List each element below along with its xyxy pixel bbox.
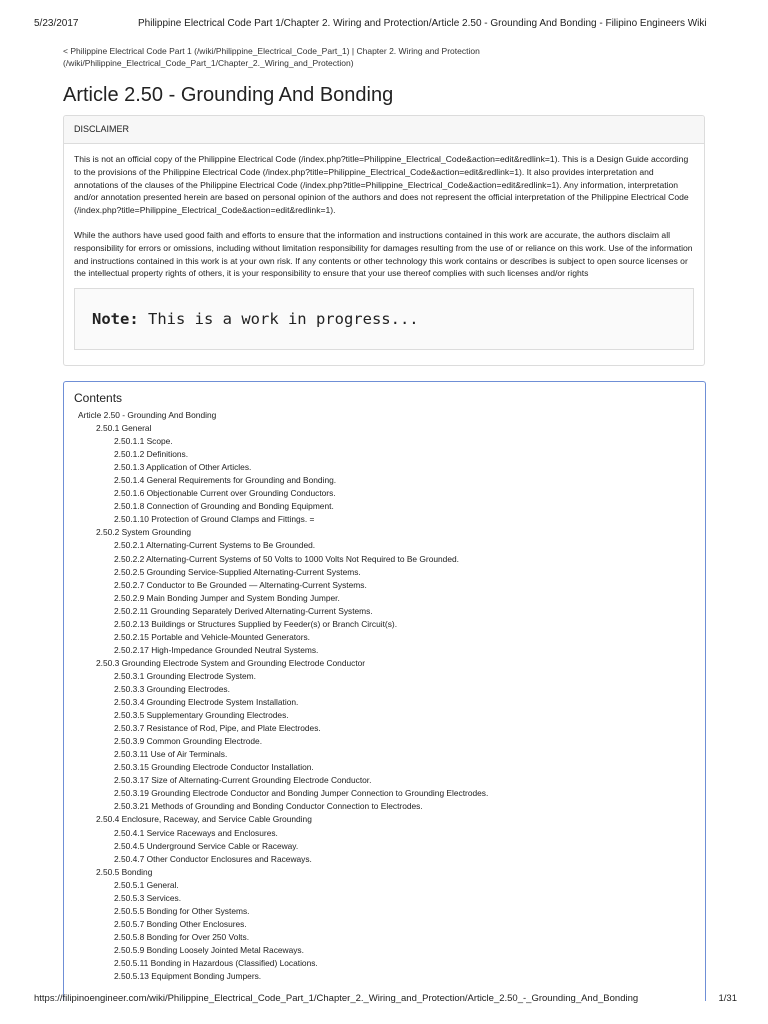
- toc-item[interactable]: 2.50.2.9 Main Bonding Jumper and System Bonding Jumper.: [114, 592, 340, 603]
- toc-item[interactable]: 2.50.2.7 Conductor to Be Grounded — Alternating-Current Systems.: [114, 579, 367, 590]
- toc-item[interactable]: 2.50.2.11 Grounding Separately Derived Alternating-Current Systems.: [114, 605, 373, 616]
- toc-item[interactable]: 2.50.1.3 Application of Other Articles.: [114, 462, 252, 473]
- toc-item[interactable]: 2.50.2.15 Portable and Vehicle-Mounted Generators.: [114, 631, 311, 642]
- toc-list: [64, 409, 704, 983]
- toc-item[interactable]: 2.50.4.1 Service Raceways and Enclosures.: [114, 827, 278, 838]
- toc-item[interactable]: 2.50.1.6 Objectionable Current over Grounding Conductors.: [114, 488, 336, 499]
- disclaimer-body: [64, 144, 704, 280]
- toc-item[interactable]: 2.50.2.17 High-Impedance Grounded Neutral Systems.: [114, 644, 319, 655]
- toc-title: Contents: [74, 391, 123, 405]
- breadcrumb-line-1[interactable]: < Philippine Electrical Code Part 1 (/wiki/Philippine_Electrical_Code_Part_1) | Chapter 2. Wiring and Protection: [63, 46, 480, 56]
- toc-item[interactable]: 2.50.5.8 Bonding for Over 250 Volts.: [114, 931, 250, 942]
- note-label: Note:: [92, 310, 139, 328]
- toc-item[interactable]: 2.50.2.2 Alternating-Current Systems of 50 Volts to 1000 Volts Not Required to Be Grounded.: [114, 553, 459, 564]
- toc-item[interactable]: 2.50.5.11 Bonding in Hazardous (Classified) Locations.: [114, 957, 318, 968]
- toc-item[interactable]: 2.50.4.7 Other Conductor Enclosures and Raceways.: [114, 853, 312, 864]
- toc-item[interactable]: 2.50.4 Enclosure, Raceway, and Service Cable Grounding: [96, 814, 312, 825]
- toc-item[interactable]: 2.50.5.3 Services.: [114, 892, 182, 903]
- print-header: [0, 18, 768, 32]
- disclaimer-panel: [63, 115, 705, 366]
- note-box: [74, 288, 694, 350]
- table-of-contents: [63, 381, 706, 1001]
- toc-item[interactable]: 2.50.3.1 Grounding Electrode System.: [114, 670, 256, 681]
- toc-item[interactable]: 2.50.3.19 Grounding Electrode Conductor and Bonding Jumper Connection to Grounding Electrodes.: [114, 788, 489, 799]
- toc-item[interactable]: 2.50.3.17 Size of Alternating-Current Grounding Electrode Conductor.: [114, 775, 372, 786]
- toc-item[interactable]: 2.50.3.11 Use of Air Terminals.: [114, 749, 228, 760]
- toc-item[interactable]: 2.50.1.1 Scope.: [114, 436, 173, 447]
- breadcrumb[interactable]: [63, 45, 723, 69]
- note-text: This is a work in progress...: [138, 310, 419, 328]
- toc-item[interactable]: 2.50.5.9 Bonding Loosely Jointed Metal Raceways.: [114, 944, 304, 955]
- print-footer: [0, 993, 768, 1007]
- print-page-title: Philippine Electrical Code Part 1/Chapter 2. Wiring and Protection/Article 2.50 - Grounding And Bonding - Filipino Engineers Wiki: [138, 18, 707, 29]
- toc-item[interactable]: 2.50.1.8 Connection of Grounding and Bonding Equipment.: [114, 501, 334, 512]
- toc-item[interactable]: 2.50.1.10 Protection of Ground Clamps and Fittings. =: [114, 514, 315, 525]
- toc-item[interactable]: 2.50.2 System Grounding: [96, 527, 191, 538]
- toc-item[interactable]: 2.50.5 Bonding: [96, 866, 153, 877]
- toc-item[interactable]: 2.50.2.13 Buildings or Structures Supplied by Feeder(s) or Branch Circuit(s).: [114, 618, 398, 629]
- toc-item[interactable]: 2.50.3 Grounding Electrode System and Grounding Electrode Conductor: [96, 657, 366, 668]
- page-number: 1/31: [718, 993, 737, 1004]
- toc-item[interactable]: 2.50.5.5 Bonding for Other Systems.: [114, 905, 250, 916]
- toc-item[interactable]: 2.50.3.7 Resistance of Rod, Pipe, and Plate Electrodes.: [114, 723, 321, 734]
- breadcrumb-line-2[interactable]: (/wiki/Philippine_Electrical_Code_Part_1/Chapter_2._Wiring_and_Protection): [63, 58, 354, 68]
- toc-item[interactable]: 2.50.3.3 Grounding Electrodes.: [114, 683, 230, 694]
- print-date: 5/23/2017: [34, 18, 79, 29]
- print-url: https://filipinoengineer.com/wiki/Philippine_Electrical_Code_Part_1/Chapter_2._Wiring_and_Protection/Article_2.50_-_Grounding_And_Bonding: [34, 993, 639, 1004]
- toc-item[interactable]: 2.50.1.2 Definitions.: [114, 449, 189, 460]
- toc-item[interactable]: 2.50.3.15 Grounding Electrode Conductor Installation.: [114, 762, 314, 773]
- toc-item[interactable]: 2.50.1.4 General Requirements for Grounding and Bonding.: [114, 475, 337, 486]
- toc-item[interactable]: 2.50.3.21 Methods of Grounding and Bonding Conductor Connection to Electrodes.: [114, 801, 423, 812]
- toc-item[interactable]: 2.50.5.7 Bonding Other Enclosures.: [114, 918, 247, 929]
- toc-item[interactable]: 2.50.1 General: [96, 423, 152, 434]
- disclaimer-paragraph-1: This is not an official copy of the Philippine Electrical Code (/index.php?title=Philippine_Electrical_Code&action=edit&redlink=1). This is a Design Guide according to the provisions of the Philippine Electrical Code (/index.php?title=Philippine_Electrical_Code&action=edit&redlink=1). It also provides interpretation and annotations of the clauses of the Philippine Electrical Code (/index.php?title=Philippine_Electrical_Code&action=edit&redlink=1). Any information, interpretation and/or annotation presented herein are based on personal opinion of the authors and does not represent the official interpretation of the Philippine Electrical Code (/index.php?title=Philippine_Electrical_Code&action=edit&redlink=1).: [74, 154, 689, 216]
- disclaimer-heading: DISCLAIMER: [64, 116, 704, 144]
- toc-item[interactable]: Article 2.50 - Grounding And Bonding: [78, 410, 217, 420]
- toc-item[interactable]: 2.50.3.4 Grounding Electrode System Installation.: [114, 697, 299, 708]
- page-title: Article 2.50 - Grounding And Bonding: [63, 84, 394, 106]
- toc-item[interactable]: 2.50.3.9 Common Grounding Electrode.: [114, 736, 263, 747]
- toc-item[interactable]: 2.50.2.5 Grounding Service-Supplied Alternating-Current Systems.: [114, 566, 361, 577]
- disclaimer-paragraph-2: While the authors have used good faith and efforts to ensure that the information and instructions contained in this work are accurate, the authors disclaim all responsibility for errors or omissions, including without limitation responsibility for damages resulting from the use of or reliance on this work. Use of the information and instructions contained in this work is at your own risk. If any contents or other technology this work contains or describes is subject to open source licenses or the intellectual property rights of others, it is your responsibility to ensure that your use thereof complies with such licenses and/or rights: [74, 229, 693, 279]
- toc-item[interactable]: 2.50.3.5 Supplementary Grounding Electrodes.: [114, 710, 289, 721]
- toc-item[interactable]: 2.50.5.13 Equipment Bonding Jumpers.: [114, 971, 262, 982]
- toc-item[interactable]: 2.50.2.1 Alternating-Current Systems to Be Grounded.: [114, 540, 316, 551]
- toc-item[interactable]: 2.50.5.1 General.: [114, 879, 179, 890]
- toc-item[interactable]: 2.50.4.5 Underground Service Cable or Raceway.: [114, 840, 299, 851]
